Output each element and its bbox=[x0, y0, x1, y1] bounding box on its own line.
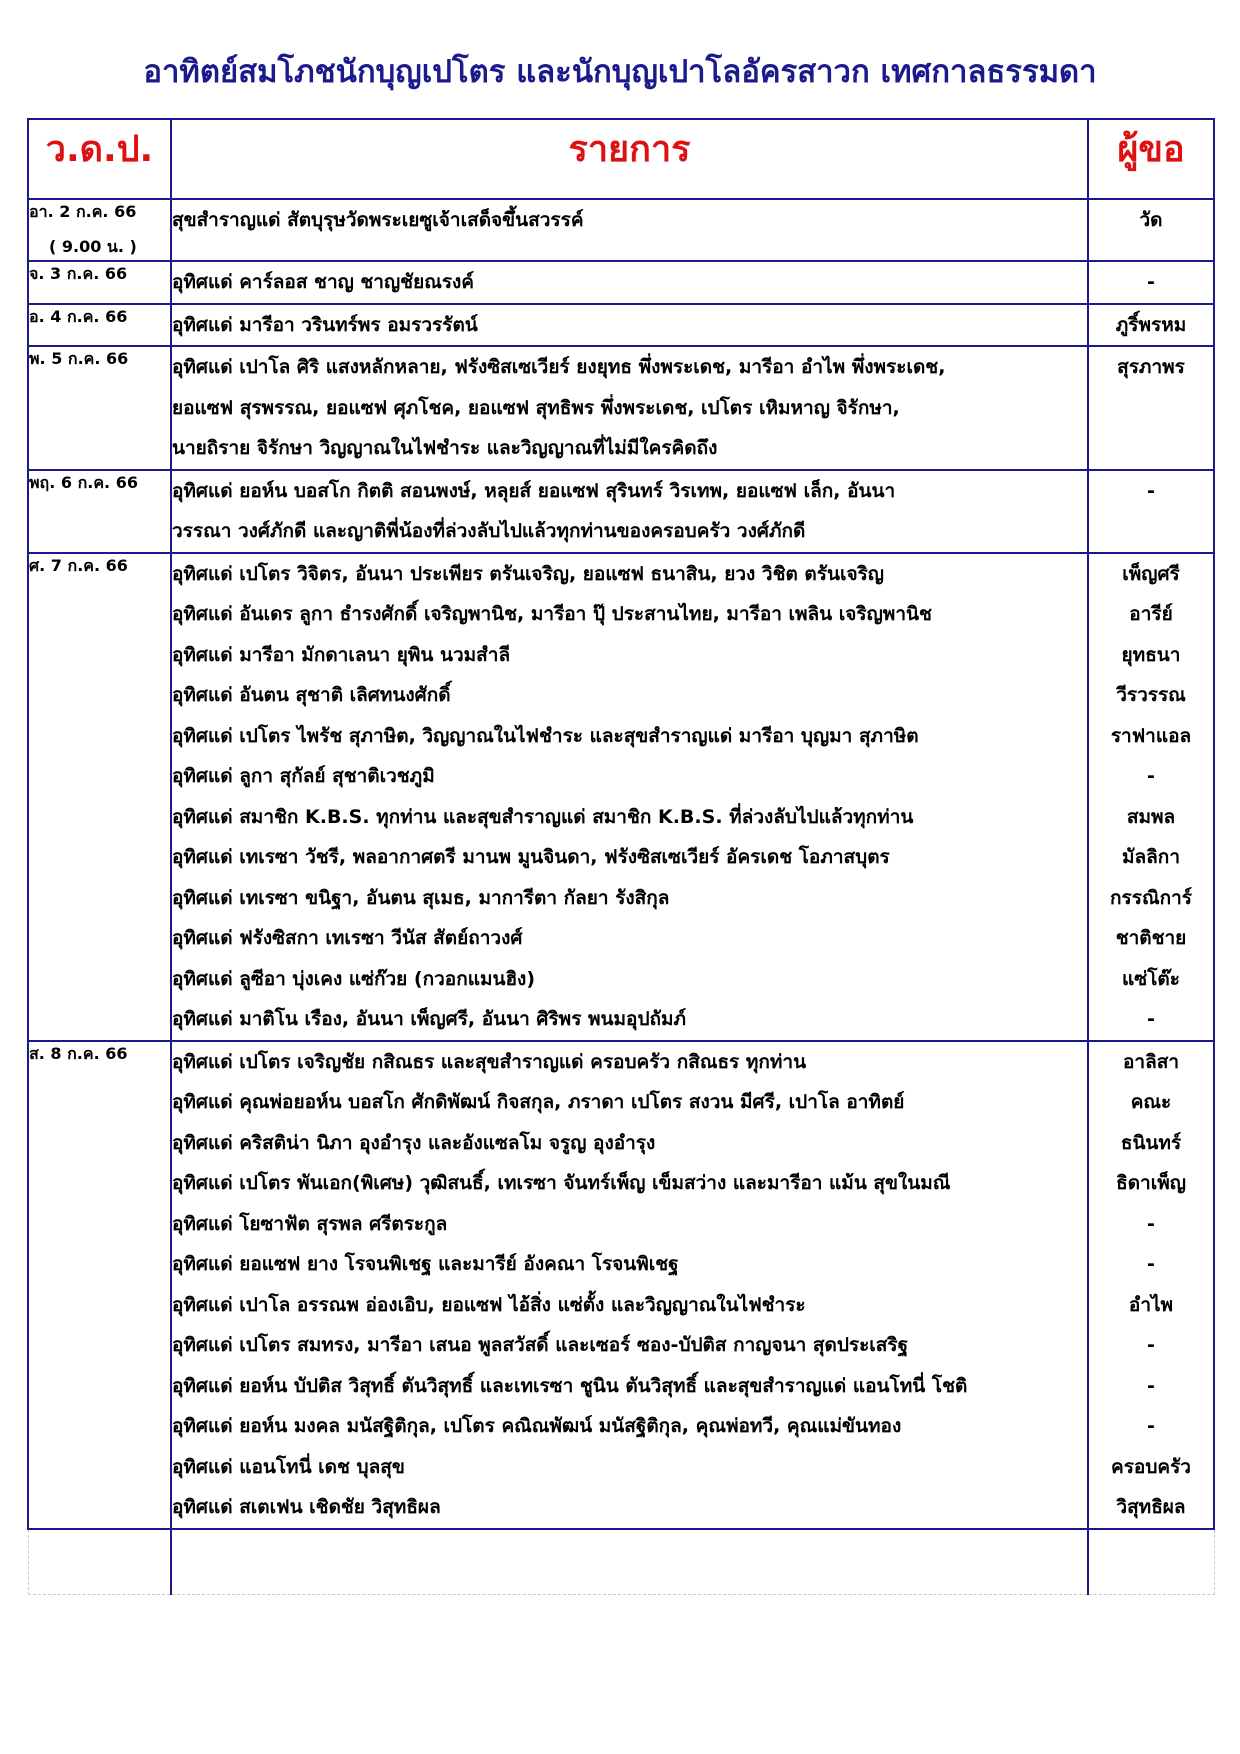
table-body bbox=[28, 199, 1214, 1594]
intention-line: อุทิศแด่ ลูซีอา บุ่งเคง แซ่ก๊วย (กวอกแมนฮิง) bbox=[172, 967, 536, 990]
intention-line: อุทิศแด่ ยอห์น มงคล มนัสฐิติกุล, เปโตร คณิณพัฒน์ มนัสฐิติกุล, คุณพ่อทวี, คุณแม่ขันทอง bbox=[172, 1415, 902, 1437]
requester-name: ครอบครัว bbox=[1111, 1455, 1191, 1478]
intention-line: อุทิศแด่ เปโตร พันเอก(พิเศษ) วุฒิสนธิ์, เทเรซา จันทร์เพ็ญ เข็มสว่าง และมารีอา แม้น สุขในมณี bbox=[172, 1172, 951, 1194]
requester-name: - bbox=[1147, 1008, 1155, 1030]
intention-line: สุขสำราญแด่ สัตบุรุษวัดพระเยซูเจ้าเสด็จขึ้นสวรรค์ bbox=[172, 209, 584, 231]
requester-name: - bbox=[1147, 1334, 1155, 1356]
intention-line: อุทิศแด่ เปโตร เจริญชัย กสิณธร และสุขสำราญแด่ ครอบครัว กสิณธร ทุกท่าน bbox=[172, 1050, 807, 1073]
date-text: จ. 3 ก.ค. 66 bbox=[29, 264, 128, 283]
requester-name: ธนินทร์ bbox=[1120, 1131, 1182, 1154]
table-row bbox=[28, 470, 1214, 553]
intention-line: อุทิศแด่ สเตเฟน เชิดชัย วิสุทธิผล bbox=[172, 1496, 441, 1518]
date-text: อา. 2 ก.ค. 66 bbox=[29, 202, 137, 221]
intention-line: อุทิศแด่ เปโตร ไพรัช สุภาษิต, วิญญาณในไฟชำระ และสุขสำราญแด่ มารีอา บุญมา สุภาษิต bbox=[172, 724, 919, 747]
intention-line: อุทิศแด่ ฟรังซิสกา เทเรซา วีนัส สัตย์ถาวงศ์ bbox=[172, 927, 523, 949]
requester-name: ชาติชาย bbox=[1115, 927, 1187, 949]
intention-line: อุทิศแด่ ยอแซฟ ยาง โรจนพิเชฐ และมารีย์ อังคณา โรจนพิเชฐ bbox=[172, 1253, 679, 1275]
requester-name: สุรภาพร bbox=[1117, 356, 1185, 378]
intention-line: อุทิศแด่ เปาโล อรรณพ อ่องเอิบ, ยอแซฟ ไอ้สิ่ง แซ่ตั้ง และวิญญาณในไฟชำระ bbox=[172, 1293, 806, 1316]
intention-cell bbox=[171, 470, 1088, 553]
date-cell bbox=[28, 304, 171, 347]
header-date: ว.ด.ป. bbox=[28, 119, 171, 199]
date-cell bbox=[28, 261, 171, 304]
intention-line: อุทิศแด่ เปโตร สมทรง, มารีอา เสนอ พูลสวัสดิ์ และเซอร์ ซอง-บัปติส กาญจนา สุดประเสริฐ bbox=[172, 1334, 909, 1356]
requester-name: แซ่โต๊ะ bbox=[1122, 967, 1180, 990]
requester-name: ยุทธนา bbox=[1121, 643, 1181, 666]
requester-cell bbox=[1088, 261, 1214, 304]
intention-line: อุทิศแด่ มารีอา มักดาเลนา ยุพิน นวมสำลี bbox=[172, 643, 511, 666]
requester-cell bbox=[1088, 199, 1214, 261]
requester-name: วิสุทธิผล bbox=[1116, 1496, 1186, 1518]
table-row bbox=[28, 1041, 1214, 1529]
requester-name: ภูริ์พรหม bbox=[1115, 313, 1187, 336]
requester-name: กรรณิการ์ bbox=[1110, 886, 1192, 909]
table-row bbox=[28, 346, 1214, 470]
intention-line: อุทิศแด่ เปาโล ศิริ แสงหลักหลาย, ฟรังซิสเซเวียร์ ยงยุทธ พึ่งพระเดช, มารีอา อำไพ พึ่งพระเดช, bbox=[172, 356, 946, 378]
empty-date-cell bbox=[28, 1529, 171, 1595]
empty-intention-cell bbox=[171, 1529, 1088, 1595]
intention-line: อุทิศแด่ โยซาฟัต สุรพล ศรีตระกูล bbox=[172, 1212, 448, 1235]
intention-line: อุทิศแด่ มารีอา วรินทร์พร อมรวรรัตน์ bbox=[172, 313, 478, 336]
requester-name: คณะ bbox=[1130, 1091, 1172, 1113]
table-row bbox=[28, 261, 1214, 304]
intention-line: อุทิศแด่ อันตน สุชาติ เลิศทนงศักดิ์ bbox=[172, 684, 451, 706]
time-text: ( 9.00 น. ) bbox=[49, 237, 137, 256]
requester-name: เพ็ญศรี bbox=[1122, 562, 1180, 585]
date-cell bbox=[28, 346, 171, 470]
date-text: ส. 8 ก.ค. 66 bbox=[29, 1043, 128, 1063]
date-text: อ. 4 ก.ค. 66 bbox=[29, 306, 128, 326]
requester-cell bbox=[1088, 304, 1214, 347]
intention-line: อุทิศแด่ เทเรซา ขนิฐา, อันตน สุเมธ, มาการีตา กัลยา รังสิกุล bbox=[172, 886, 670, 909]
intention-line: อุทิศแด่ เทเรซา วัชรี, พลอากาศตรี มานพ มูนจินดา, ฟรังซิสเซเวียร์ อัครเดช โอภาสบุตร bbox=[172, 846, 890, 868]
requester-name: อำไพ bbox=[1128, 1293, 1174, 1316]
requester-name: วัด bbox=[1139, 209, 1163, 231]
requester-name: - bbox=[1147, 1374, 1155, 1397]
intention-line: อุทิศแด่ คุณพ่อยอห์น บอสโก ศักดิพัฒน์ กิจสกุล, ภราดา เปโตร สงวน มีศรี, เปาโล อาทิตย์ bbox=[172, 1091, 905, 1113]
requester-name: อารีย์ bbox=[1129, 603, 1173, 625]
requester-name: อาลิสา bbox=[1123, 1050, 1179, 1073]
intention-cell bbox=[171, 304, 1088, 347]
requester-name: ธิดาเพ็ญ bbox=[1116, 1172, 1186, 1194]
header-items: รายการ bbox=[171, 119, 1088, 199]
table-row bbox=[28, 199, 1214, 261]
intention-line: อุทิศแด่ ยอห์น บัปติส วิสุทธิ์ ตันวิสุทธิ์ และเทเรซา ชูนิน ตันวิสุทธิ์ และสุขสำราญแด่ แอนโทนี่ โชติ bbox=[172, 1374, 968, 1397]
intention-line: อุทิศแด่ คาร์ลอส ชาญ ชาญชัยณรงค์ bbox=[172, 271, 475, 293]
requester-cell bbox=[1088, 1041, 1214, 1529]
date-text: พ. 5 ก.ค. 66 bbox=[29, 349, 129, 368]
intention-cell bbox=[171, 261, 1088, 304]
requester-cell bbox=[1088, 470, 1214, 553]
intention-line: อุทิศแด่ ลูกา สุกัลย์ สุชาติเวชภูมิ bbox=[172, 765, 435, 787]
requester-name: สมพล bbox=[1126, 805, 1176, 828]
intention-line: อุทิศแด่ คริสติน่า นิภา อุงอำรุง และอังแซลโม จรูญ อุงอำรุง bbox=[172, 1131, 656, 1154]
date-cell bbox=[28, 1041, 171, 1529]
requester-name: - bbox=[1147, 479, 1155, 502]
requester-name: มัลลิกา bbox=[1122, 846, 1180, 868]
intention-line: อุทิศแด่ แอนโทนี่ เดช บุลสุข bbox=[172, 1455, 405, 1478]
mass-intention-table bbox=[27, 118, 1215, 1595]
intention-cell bbox=[171, 1041, 1088, 1529]
intention-line: อุทิศแด่ มาติโน เรือง, อันนา เพ็ญศรี, อันนา ศิริพร พนมอุปถัมภ์ bbox=[172, 1008, 687, 1030]
requester-name: - bbox=[1147, 765, 1155, 787]
intention-line: นายถิราย จิรักษา วิญญาณในไฟชำระ และวิญญาณที่ไม่มีใครคิดถึง bbox=[172, 437, 718, 459]
empty-row bbox=[28, 1529, 1214, 1595]
intention-cell bbox=[171, 199, 1088, 261]
requester-name: - bbox=[1147, 1212, 1155, 1235]
intention-line: อุทิศแด่ สมาชิก K.B.S. ทุกท่าน และสุขสำราญแด่ สมาชิก K.B.S. ที่ล่วงลับไปแล้วทุกท่าน bbox=[172, 805, 914, 828]
date-cell bbox=[28, 553, 171, 1041]
requester-cell bbox=[1088, 346, 1214, 470]
intention-cell bbox=[171, 346, 1088, 470]
requester-name: วีรวรรณ bbox=[1116, 684, 1186, 706]
table-row bbox=[28, 304, 1214, 347]
table-header-row bbox=[28, 119, 1214, 199]
intention-line: อุทิศแด่ เปโตร วิจิตร, อันนา ประเพียร ตรันเจริญ, ยอแซฟ ธนาสิน, ยวง วิชิต ตรันเจริญ bbox=[172, 562, 884, 585]
date-cell bbox=[28, 199, 171, 261]
intention-line: วรรณา วงศ์ภักดี และญาติพี่น้องที่ล่วงลับไปแล้วทุกท่านของครอบครัว วงศ์ภักดี bbox=[172, 520, 806, 542]
date-text: ศ. 7 ก.ค. 66 bbox=[29, 555, 128, 575]
table-row bbox=[28, 553, 1214, 1041]
intention-line: อุทิศแด่ ยอห์น บอสโก กิตติ สอนพงษ์, หลุยส์ ยอแซฟ สุรินทร์ วิรเทพ, ยอแซฟ เล็ก, อันนา bbox=[172, 479, 896, 502]
requester-name: - bbox=[1147, 1415, 1155, 1437]
header-requester: ผู้ขอ bbox=[1088, 119, 1214, 199]
requester-name: - bbox=[1147, 271, 1155, 293]
requester-name: ราฟาแอล bbox=[1110, 724, 1192, 747]
requester-cell bbox=[1088, 553, 1214, 1041]
page-title: อาทิตย์สมโภชนักบุญเปโตร และนักบุญเปาโลอัครสาวก เทศกาลธรรมดา bbox=[143, 54, 1097, 90]
requester-name: - bbox=[1147, 1253, 1155, 1275]
intention-line: อุทิศแด่ อันเดร ลูกา ธำรงศักดิ์ เจริญพานิช, มารีอา ปุ๊ ประสานไทย, มารีอา เพลิน เจริญพานิช bbox=[172, 603, 932, 625]
date-cell bbox=[28, 470, 171, 553]
intention-line: ยอแซฟ สุรพรรณ, ยอแซฟ ศุภโชค, ยอแซฟ สุทธิพร พึ่งพระเดช, เปโตร เหิมหาญ จิรักษา, bbox=[172, 396, 900, 419]
empty-requester-cell bbox=[1088, 1529, 1214, 1595]
date-text: พฤ. 6 ก.ค. 66 bbox=[29, 472, 138, 492]
intention-cell bbox=[171, 553, 1088, 1041]
